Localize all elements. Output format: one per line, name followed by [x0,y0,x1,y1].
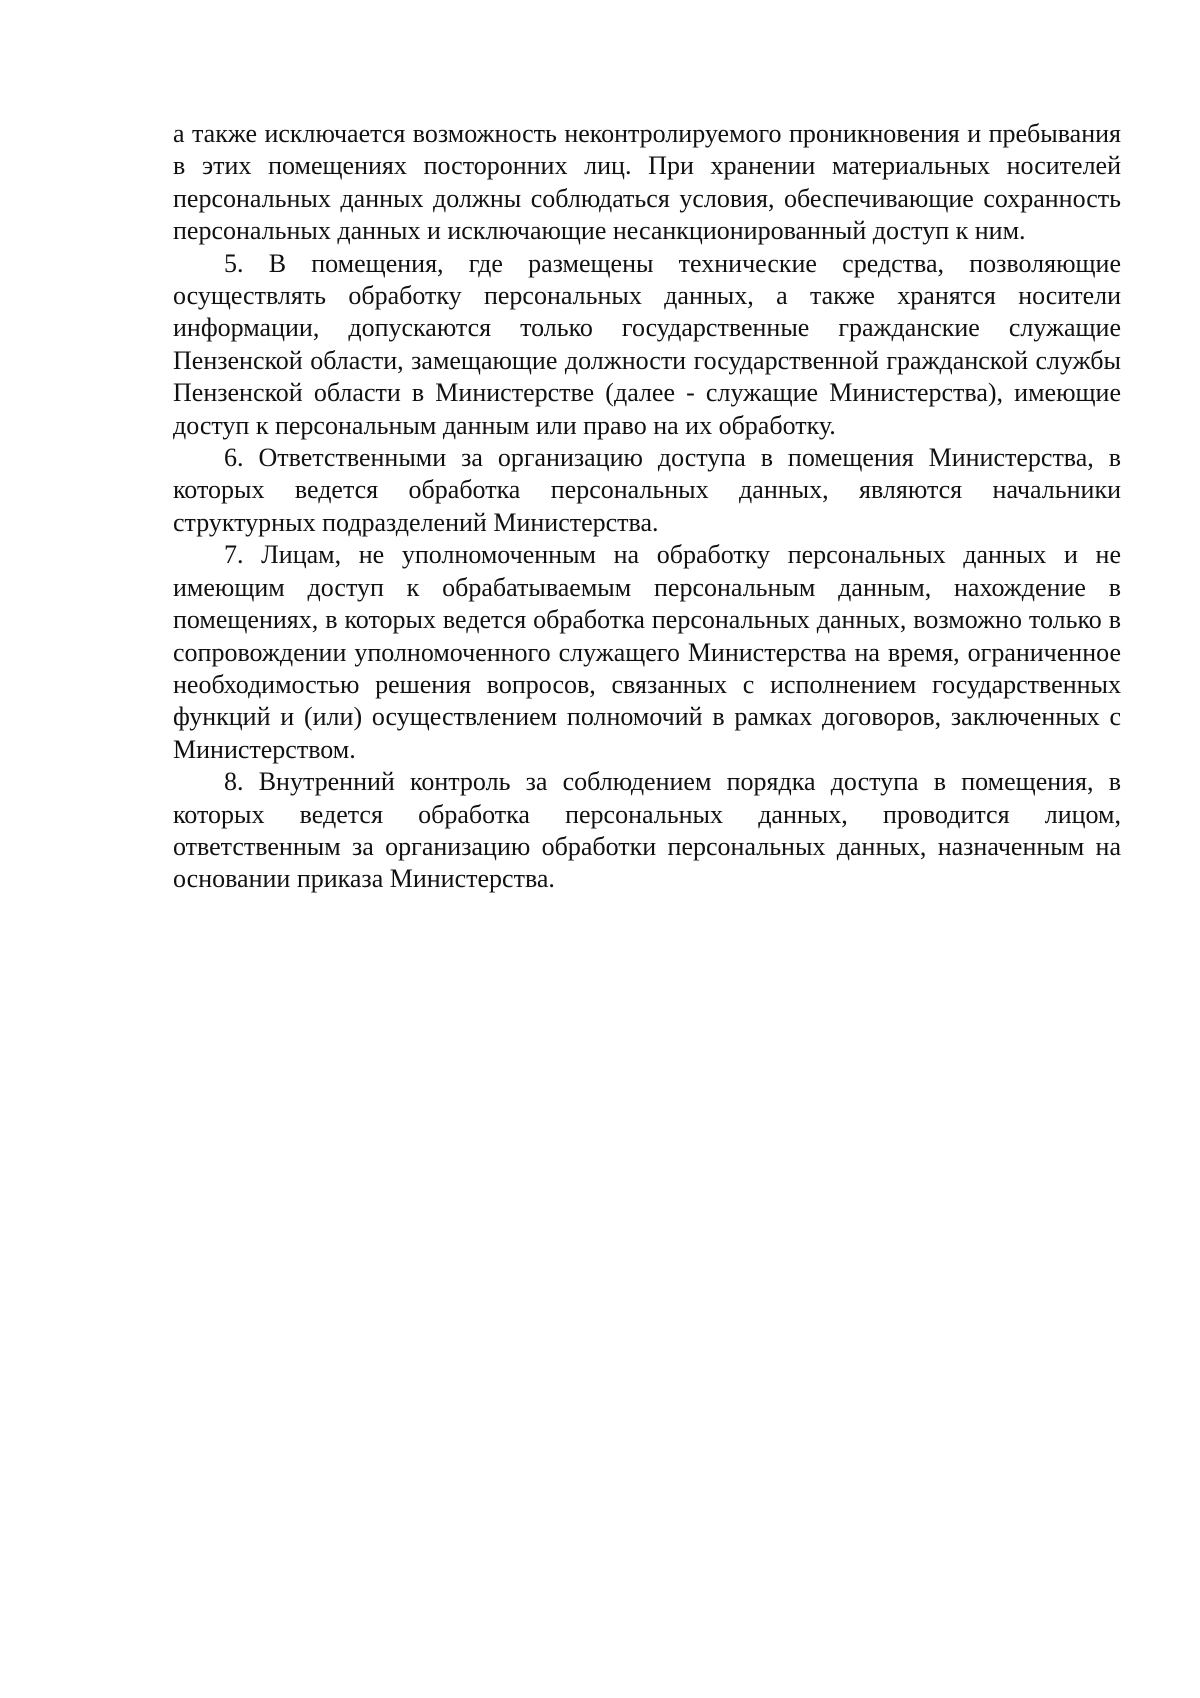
paragraph-7: 7. Лицам, не уполномоченным на обработку персональных данных и не имеющим доступ к обрабатываемым персональным данным, нахождение в помещениях, в которых ведется обработка персональных данных, возможно только в сопровождении уполномоченного служащего Министерства на время, ограниченное необходимостью решения вопросов, связанных с исполнением государственных функций и (или) осуществлением полномочий в рамках договоров, заключенных с Министерством. [173,540,1121,764]
paragraph-continuation: а также исключается возможность неконтролируемого проникновения и пребывания в этих помещениях посторонних лиц. При хранении материальных носителей персональных данных должны соблюдаться условия, обеспечивающие сохранность персональных данных и исключающие несанкционированный доступ к ним. [173,119,1121,246]
paragraph-5: 5. В помещения, где размещены технические средства, позволяющие осуществлять обработку персональных данных, а также хранятся носители информации, допускаются только государственные гражданские служащие Пензенской области, замещающие должности государственной гражданской службы Пензенской области в Министерстве (далее - служащие Министерства), имеющие доступ к персональным данным или право на их обработку. [173,248,1121,440]
paragraph-8: 8. Внутренний контроль за соблюдением порядка доступа в помещения, в которых ведется обработка персональных данных, проводится лицом, ответственным за организацию обработки персональных данных, назначенным на основании приказа Министерства. [173,767,1121,894]
document-body [173,118,1121,896]
paragraph-6: 6. Ответственными за организацию доступа в помещения Министерства, в которых ведется обработка персональных данных, являются начальники структурных подразделений Министерства. [173,443,1121,537]
